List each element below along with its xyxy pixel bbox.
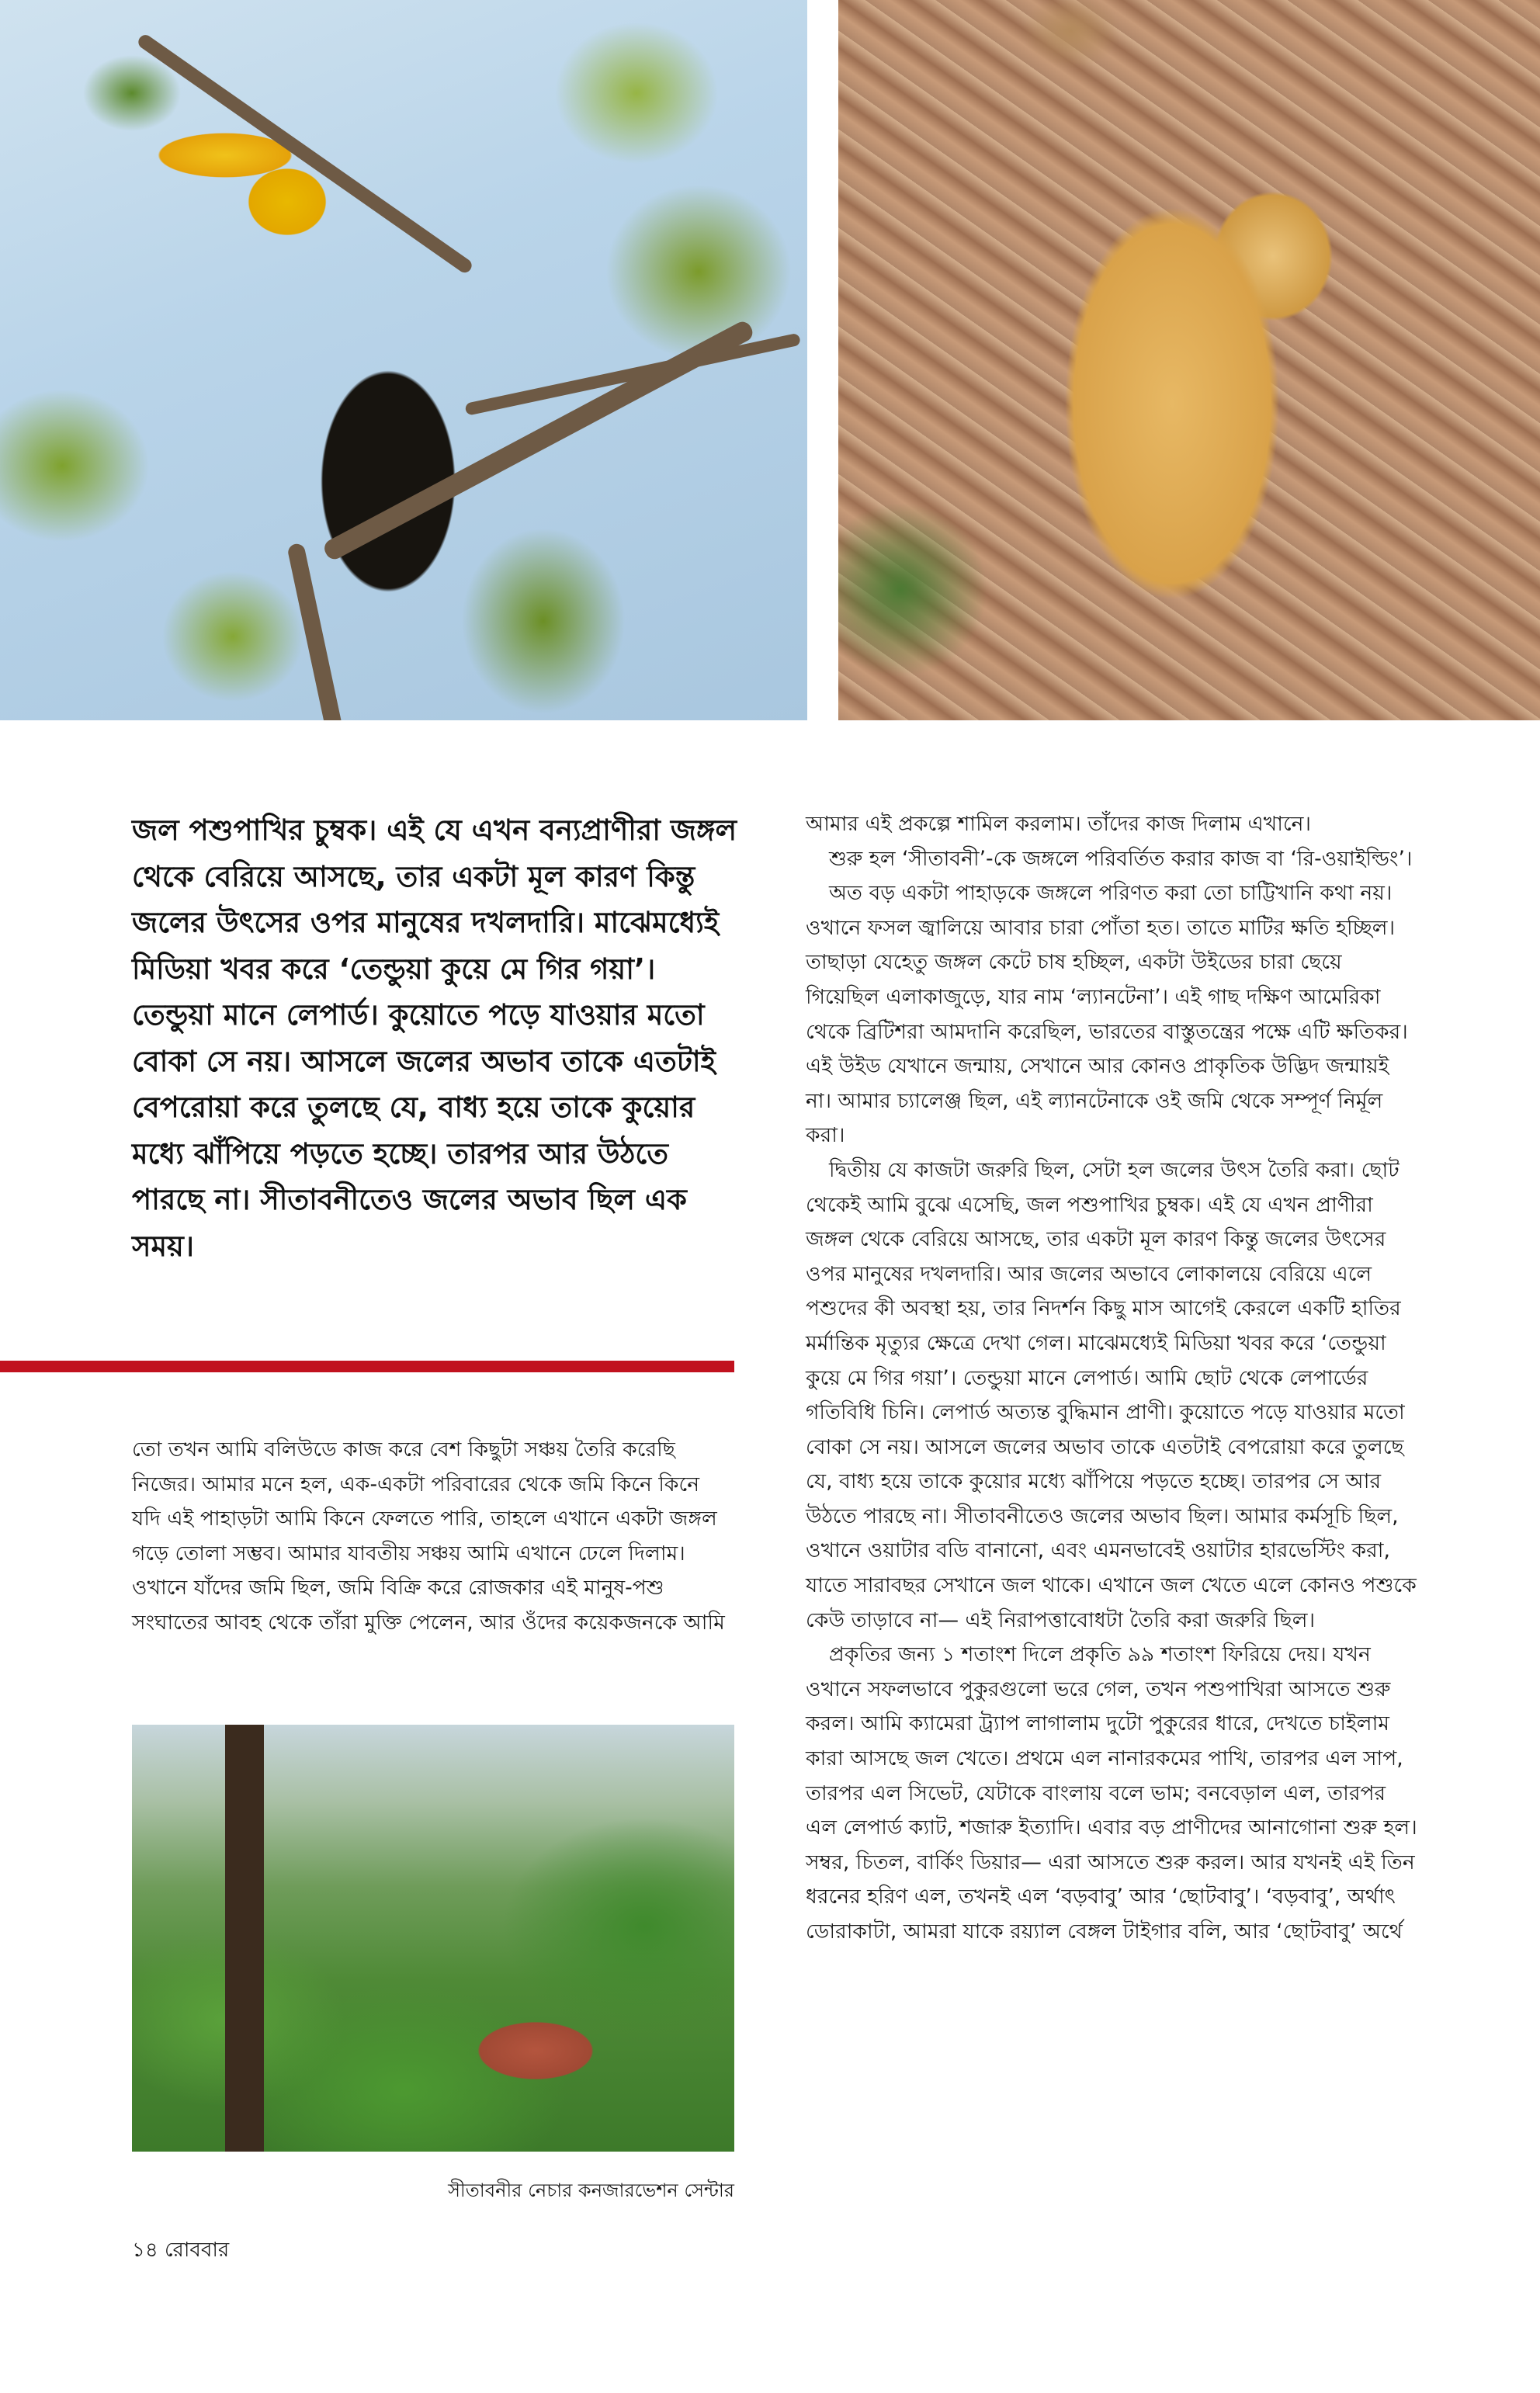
hornbill-photo [0, 0, 807, 720]
tiger-photo [838, 0, 1540, 720]
right-paragraph: আমার এই প্রকল্পে শামিল করলাম। তাঁদের কাজ দিলাম এখানে। [806, 812, 1312, 836]
pull-quote: জল পশুপাখির চুম্বক। এই যে এখন বন্যপ্রাণীরা জঙ্গল থেকে বেরিয়ে আসছে, তার একটা মূল কারণ কিন্তু জলের উৎসের ওপর মানুষের দখলদারি। মাঝেমধ্যেই মিডিয়া খবর করে ‘তেন্ডুয়া কুয়ে মে গির গয়া’। তেন্ডুয়া মানে লেপার্ড। কুয়োতে পড়ে যাওয়ার মতো বোকা সে নয়। আসলে জলের অভাব তাকে এতটাই বেপরোয়া করে তুলছে যে, বাধ্য হয়ে তাকে কুয়োর মধ্যে ঝাঁপিয়ে পড়তে হচ্ছে। তারপর আর উঠতে পারছে না। সীতাবনীতেও জলের অভাব ছিল এক সময়। [132, 813, 737, 1263]
left-paragraph: তো তখন আমি বলিউডে কাজ করে বেশ কিছুটা সঞ্চয় তৈরি করেছি নিজের। আমার মনে হল, এক-একটা পরিবারের থেকে জমি কিনে কিনে যদি এই পাহাড়টা আমি কিনে ফেলতে পারি, তাহলে এখানে একটা জঙ্গল গড়ে তোলা সম্ভব। আমার যাবতীয় সঞ্চয় আমি এখানে ঢেলে দিলাম। ওখানে যাঁদের জমি ছিল, জমি বিক্রি করে রোজকার এই মানুষ-পশু সংঘাতের আবহ থেকে তাঁরা মুক্তি পেলেন, আর ওঁদের কয়েকজনকে আমি [132, 1438, 725, 1635]
right-column [806, 807, 1419, 1950]
accent-rule [0, 1361, 734, 1372]
left-column [132, 1433, 734, 1641]
photo-caption: সীতাবনীর নেচার কনজারভেশন সেন্টার [448, 2180, 734, 2201]
forest-photo [132, 1725, 734, 2152]
right-paragraph: প্রকৃতির জন্য ১ শতাংশ দিলে প্রকৃতি ৯৯ শতাংশ ফিরিয়ে দেয়। যখন ওখানে সফলভাবে পুকুরগুলো ভরে গেল, তখন পশুপাখিরা আসতে শুরু করল। আমি ক্যামেরা ট্র্যাপ লাগালাম দুটো পুকুরের ধারে, দেখতে চাইলাম কারা আসছে জল খেতে। প্রথমে এল নানারকমের পাখি, তারপর এল সাপ, তারপর এল সিভেট, যেটাকে বাংলায় বলে ভাম; বনবেড়াল এল, তারপর এল লেপার্ড ক্যাট, শজারু ইত্যাদি। এবার বড় প্রাণীদের আনাগোনা শুরু হল। সম্বর, চিতল, বার্কিং ডিয়ার— এরা আসতে শুরু করল। আর যখনই এই তিন ধরনের হরিণ এল, তখনই এল ‘বড়বাবু’ আর ‘ছোটবাবু’। ‘বড়বাবু’, অর্থাৎ ডোরাকাটা, আমরা যাকে রয়্যাল বেঙ্গল টাইগার বলি, আর ‘ছোটবাবু’ অর্থে [806, 1642, 1417, 1944]
page-folio: ১৪ রোববার [132, 2239, 230, 2262]
right-paragraph: অত বড় একটা পাহাড়কে জঙ্গলে পরিণত করা তো চাট্টিখানি কথা নয়। ওখানে ফসল জ্বালিয়ে আবার চারা পোঁতা হত। তাতে মাটির ক্ষতি হচ্ছিল। তাছাড়া যেহেতু জঙ্গল কেটে চাষ হচ্ছিল, একটা উইডের চারা ছেয়ে গিয়েছিল এলাকাজুড়ে, যার নাম ‘ল্যানটেনা’। এই গাছ দক্ষিণ আমেরিকা থেকে ব্রিটিশরা আমদানি করেছিল, ভারতের বাস্তুতন্ত্রের পক্ষে এটি ক্ষতিকর। এই উইড যেখানে জন্মায়, সেখানে আর কোনও প্রাকৃতিক উদ্ভিদ জন্মায়ই না। আমার চ্যালেঞ্জ ছিল, এই ল্যানটেনাকে ওই জমি থেকে সম্পূর্ণ নির্মূল করা। [806, 881, 1408, 1148]
right-paragraph: দ্বিতীয় যে কাজটা জরুরি ছিল, সেটা হল জলের উৎস তৈরি করা। ছোট থেকেই আমি বুঝে এসেছি, জল পশুপাখির চুম্বক। এই যে এখন প্রাণীরা জঙ্গল থেকে বেরিয়ে আসছে, তার একটা মূল কারণ কিন্তু জলের উৎসের ওপর মানুষের দখলদারি। আর জলের অভাবে লোকালয়ে বেরিয়ে এলে পশুদের কী অবস্থা হয়, তার নিদর্শন কিছু মাস আগেই কেরলে একটি হাতির মর্মান্তিক মৃত্যুর ক্ষেত্রে দেখা গেল। মাঝেমধ্যেই মিডিয়া খবর করে ‘তেন্ডুয়া কুয়ে মে গির গয়া’। তেন্ডুয়া মানে লেপার্ড। আমি ছোট থেকে লেপার্ডের গতিবিধি চিনি। লেপার্ড অত্যন্ত বুদ্ধিমান প্রাণী। কুয়োতে পড়ে যাওয়ার মতো বোকা সে নয়। আসলে জলের অভাব তাকে এতটাই বেপরোয়া করে তুলছে যে, বাধ্য হয়ে তাকে কুয়োর মধ্যে ঝাঁপিয়ে পড়তে হচ্ছে। তারপর সে আর উঠতে পারছে না। সীতাবনীতেও জলের অভাব ছিল। আমার কর্মসূচি ছিল, ওখানে ওয়াটার বডি বানানো, এবং এমনভাবেই ওয়াটার হারভেস্টিং করা, যাতে সারাবছর সেখানে জল থাকে। এখানে জল খেতে এলে কোনও পশুকে কেউ তাড়াবে না— এই নিরাপত্তাবোধটা তৈরি করা জরুরি ছিল। [806, 1157, 1417, 1632]
right-paragraph: শুরু হল ‘সীতাবনী’-কে জঙ্গলে পরিবর্তিত করার কাজ বা ‘রি-ওয়াইল্ডিং’। [829, 846, 1413, 871]
